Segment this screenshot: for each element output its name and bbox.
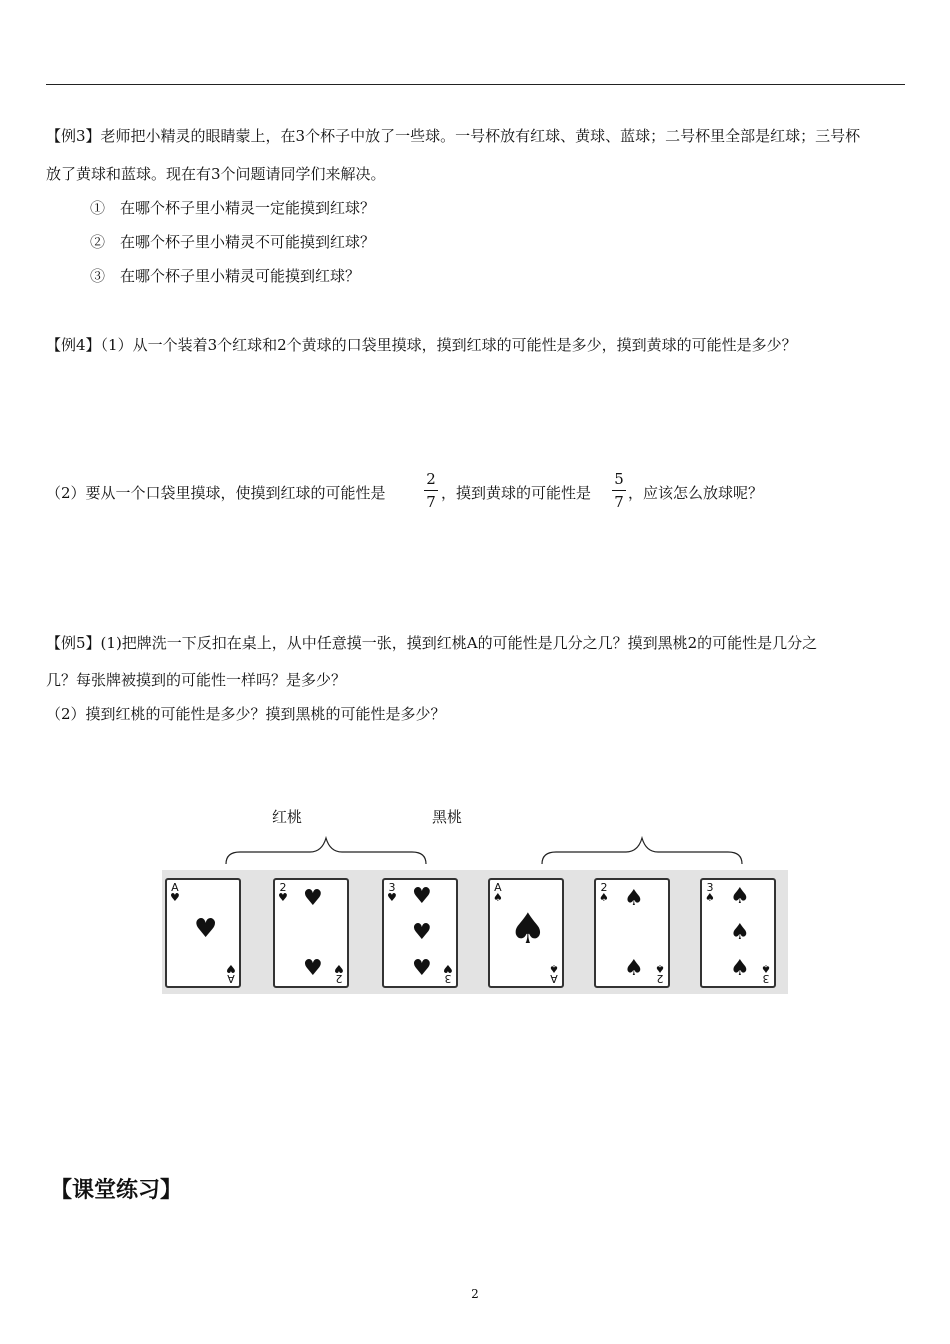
cards-photo-background [162,870,788,994]
fraction-numerator: 2 [426,470,436,488]
heart-pip-icon: ♥ [412,956,432,981]
ex4-part2-c: ，应该怎么放球呢？ [628,484,764,502]
ex3-question-2: ② 在哪个杯子里小精灵不可能摸到红球？ [90,233,376,251]
card-two-spades [594,878,670,988]
card-three-spades [700,878,776,988]
card-corner: A ♥ [170,881,180,904]
card-ace-hearts [165,878,241,988]
ex3-question-3: ③ 在哪个杯子里小精灵可能摸到红球？ [90,267,361,285]
ex5-line3: （2）摸到红桃的可能性是多少？摸到黑桃的可能性是多少？ [46,705,446,723]
card-corner: 3 ♠ [705,881,715,904]
hearts-label: 红桃 [272,808,303,826]
card-two-hearts [273,878,349,988]
card-ace-spades [488,878,564,988]
spade-pip-icon: ♠ [730,956,750,981]
ex5-line1: 【例5】(1)把牌洗一下反扣在桌上，从中任意摸一张，摸到红桃A的可能性是几分之几？摸到黑桃2的可能性是几分之 [46,634,818,652]
card-corner: 2 ♠ [655,962,665,985]
spades-label: 黑桃 [432,808,463,826]
spades-brace [542,838,742,864]
hearts-brace [226,838,426,864]
spade-pip-icon: ♠ [624,956,644,981]
card-corner: A ♠ [549,962,559,985]
card-three-hearts [382,878,458,988]
card-corner: 2 ♥ [278,881,288,904]
spade-pip-icon: ♠ [730,920,750,945]
spade-pip-icon: ♠ [509,904,547,953]
section-heading: 【课堂练习】 [50,1178,183,1203]
heart-pip-icon: ♥ [412,920,432,945]
fraction-numerator: 5 [614,470,624,488]
heart-pip-icon: ♥ [194,914,218,944]
ex4-part1: 【例4】（1）从一个装着3个红球和2个黄球的口袋里摸球，摸到红球的可能性是多少，摸到黄球的可能性是多少？ [46,336,797,354]
ex5-line2: 几？每张牌被摸到的可能性一样吗？是多少？ [46,671,347,689]
card-corner: 3 ♥ [443,962,453,985]
fraction-denominator: 7 [426,493,436,511]
page-number: 2 [471,1287,479,1301]
heart-pip-icon: ♥ [412,884,432,909]
card-corner: 3 ♠ [761,962,771,985]
ex3-question-1: ① 在哪个杯子里小精灵一定能摸到红球？ [90,199,376,217]
ex4-part2-a: （2）要从一个口袋里摸球，使摸到红球的可能性是 [46,484,386,502]
heart-pip-icon: ♥ [303,956,323,981]
card-corner: 2 ♠ [599,881,609,904]
ex3-line2: 放了黄球和蓝球。现在有3个问题请同学们来解决。 [46,165,386,183]
ex4-part2-b: ，摸到黄球的可能性是 [441,484,592,502]
card-corner: 2 ♥ [334,962,344,985]
spade-pip-icon: ♠ [624,886,644,911]
heart-pip-icon: ♥ [303,886,323,911]
card-corner: 3 ♥ [387,881,397,904]
spade-pip-icon: ♠ [730,884,750,909]
card-corner: A ♥ [226,962,236,985]
card-corner: A ♠ [493,881,503,904]
fraction-denominator: 7 [614,493,624,511]
ex3-line1: 【例3】老师把小精灵的眼睛蒙上，在3个杯子中放了一些球。一号杯放有红球、黄球、蓝球；二号杯里全部是红球；三号杯 [46,127,861,145]
